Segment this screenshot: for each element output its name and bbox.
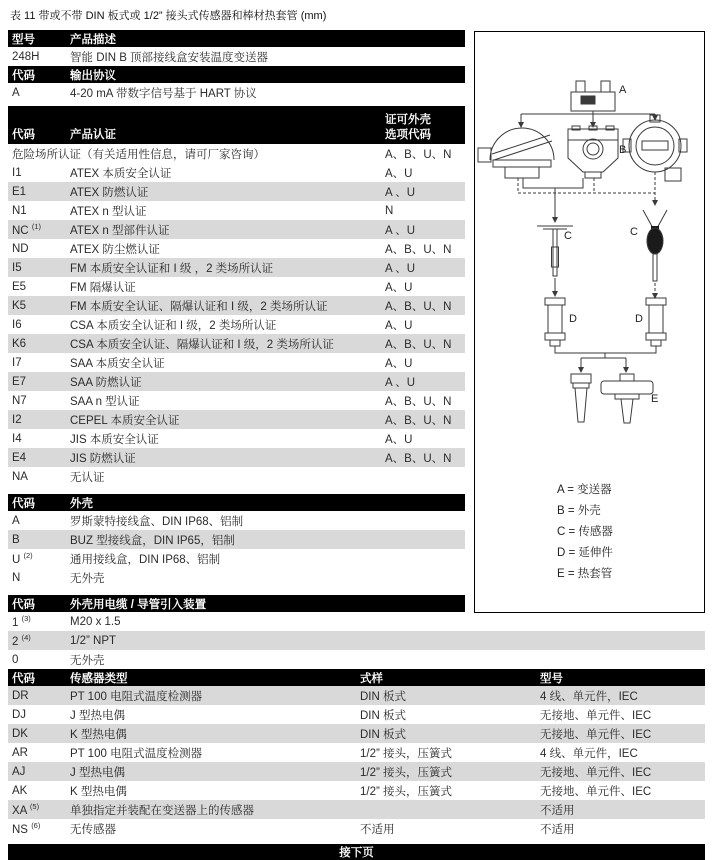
table-row bbox=[8, 511, 465, 530]
section-header-certifications bbox=[8, 106, 465, 144]
desc-cell: CSA 本质安全认证、隔爆认证和 I 级，2 类场所认证 bbox=[70, 338, 334, 351]
table-row bbox=[8, 182, 465, 201]
style-cell: 不适用 bbox=[360, 823, 395, 836]
code-cell: E4 bbox=[12, 451, 27, 464]
column-header: 证可外壳 选项代码 bbox=[385, 114, 431, 141]
desc-cell: J 型热电偶 bbox=[70, 709, 125, 722]
code-cell: E5 bbox=[12, 280, 27, 293]
table-row bbox=[8, 743, 705, 762]
column-header: 型号 bbox=[540, 672, 563, 685]
code-cell: I1 bbox=[12, 166, 22, 179]
code-cell: 2 $^{(4)}$ bbox=[12, 633, 31, 648]
table-row bbox=[8, 258, 465, 277]
column-header: 型号 bbox=[12, 33, 35, 46]
column-header: 代码 bbox=[12, 129, 35, 141]
code-cell: N bbox=[12, 571, 21, 584]
code-cell: A bbox=[12, 86, 20, 99]
desc-cell: JIS 本质安全认证 bbox=[70, 433, 159, 446]
code-cell: N7 bbox=[12, 394, 27, 407]
continued-next-page-bar: 接下页 bbox=[8, 844, 705, 860]
code-cell: DK bbox=[12, 727, 28, 740]
code-cell: 1 $^{(3)}$ bbox=[12, 614, 31, 629]
ordering-table-left bbox=[8, 30, 465, 612]
options-cell: N bbox=[385, 204, 394, 217]
diagram-label-a: A bbox=[619, 84, 627, 96]
code-cell: DR bbox=[12, 689, 29, 702]
table-row bbox=[8, 429, 465, 448]
table-row bbox=[8, 296, 465, 315]
table-row bbox=[8, 144, 465, 163]
table-row bbox=[8, 568, 465, 587]
code-cell: I7 bbox=[12, 356, 22, 369]
column-header: 代码 bbox=[12, 69, 35, 82]
model-cell: 4 线、单元件，IEC bbox=[540, 747, 638, 760]
style-cell: 1/2” 接头，压簧式 bbox=[360, 766, 453, 779]
table-row bbox=[8, 612, 705, 631]
code-cell: NS $^{(6)}$ bbox=[12, 821, 41, 836]
table-row bbox=[8, 467, 465, 486]
code-cell: A bbox=[12, 514, 20, 527]
column-header: 代码 bbox=[12, 672, 35, 685]
code-cell: I6 bbox=[12, 318, 22, 331]
code-cell: 248H bbox=[12, 50, 40, 63]
column-header: 代码 bbox=[12, 598, 35, 611]
code-cell: K5 bbox=[12, 299, 27, 312]
diagram-label-d-left: D bbox=[569, 313, 577, 325]
options-cell: A 、U bbox=[385, 186, 416, 199]
column-header: 代码 bbox=[12, 497, 35, 510]
diagram-label-b: B bbox=[619, 144, 627, 156]
options-cell: A、B、U、N bbox=[385, 148, 452, 161]
table-row bbox=[8, 47, 465, 66]
model-cell: 无接地、单元件、IEC bbox=[540, 766, 652, 779]
style-cell: 1/2” 接头，压簧式 bbox=[360, 747, 453, 760]
table-row bbox=[8, 334, 465, 353]
code-cell: U $^{(2)}$ bbox=[12, 551, 33, 566]
model-cell: 4 线、单元件，IEC bbox=[540, 690, 638, 703]
options-cell: A、U bbox=[385, 357, 413, 370]
table-row bbox=[8, 724, 705, 743]
legend-item: A = 变送器 bbox=[557, 484, 612, 496]
table-row bbox=[8, 83, 465, 102]
table-row bbox=[8, 391, 465, 410]
model-cell: 无接地、单元件、IEC bbox=[540, 709, 652, 722]
options-cell: A 、U bbox=[385, 376, 416, 389]
table-row bbox=[8, 650, 705, 669]
table-row bbox=[8, 239, 465, 258]
legend-item: C = 传感器 bbox=[557, 526, 613, 538]
code-cell: E1 bbox=[12, 185, 27, 198]
table-title: 表 11 带或不带 DIN 板式或 1/2” 接头式传感器和棒材热套管 (mm) bbox=[10, 10, 327, 22]
code-cell: XA $^{(5)}$ bbox=[12, 802, 40, 817]
options-cell: A、U bbox=[385, 281, 413, 294]
table-row bbox=[8, 353, 465, 372]
desc-cell: ATEX 防燃认证 bbox=[70, 186, 149, 199]
desc-cell: M20 x 1.5 bbox=[70, 615, 121, 628]
column-header: 输出协议 bbox=[70, 69, 116, 82]
desc-cell: FM 本质安全认证和 I 级 ，2 类场所认证 bbox=[70, 262, 274, 275]
table-row bbox=[8, 530, 465, 549]
style-cell: DIN 板式 bbox=[360, 709, 406, 722]
section-header-sensor bbox=[8, 669, 705, 686]
desc-cell: 危险场所认证（有关适用性信息，请可厂家咨询） bbox=[12, 148, 265, 161]
table-row bbox=[8, 201, 465, 220]
column-header: 式样 bbox=[360, 672, 383, 685]
code-cell: N1 bbox=[12, 204, 27, 217]
column-header: 传感器类型 bbox=[70, 672, 128, 685]
diagram-label-e: E bbox=[651, 393, 659, 405]
code-cell: K6 bbox=[12, 337, 27, 350]
assembly-diagram-drawing bbox=[475, 32, 704, 472]
code-cell: I4 bbox=[12, 432, 22, 445]
desc-cell: SAA 本质安全认证 bbox=[70, 357, 165, 370]
options-cell: A、B、U、N bbox=[385, 338, 452, 351]
desc-cell: SAA n 型认证 bbox=[70, 395, 140, 408]
code-cell: NC $^{(1)}$ bbox=[12, 222, 41, 237]
desc-cell: ATEX 防尘燃认证 bbox=[70, 243, 160, 256]
column-header: 外壳用电缆 / 导管引入装置 bbox=[70, 598, 207, 611]
options-cell: A、B、U、N bbox=[385, 243, 452, 256]
desc-cell: 智能 DIN B 顶部接线盒安装温度变送器 bbox=[70, 51, 269, 64]
desc-cell: 罗斯蒙特接线盒、DIN IP68、铝制 bbox=[70, 515, 244, 528]
assembly-diagram bbox=[474, 31, 705, 613]
code-cell: DJ bbox=[12, 708, 27, 721]
table-row bbox=[8, 819, 705, 838]
diagram-label-c-right: C bbox=[630, 226, 638, 238]
code-cell: E7 bbox=[12, 375, 27, 388]
options-cell: A 、U bbox=[385, 262, 416, 275]
column-header: 外壳 bbox=[70, 497, 93, 510]
code-cell: NA bbox=[12, 470, 28, 483]
options-cell: A、U bbox=[385, 433, 413, 446]
code-cell: AR bbox=[12, 746, 28, 759]
options-cell: A、U bbox=[385, 319, 413, 332]
style-cell: 1/2” 接头，压簧式 bbox=[360, 785, 453, 798]
desc-cell: SAA 防燃认证 bbox=[70, 376, 142, 389]
column-header: 产品认证 bbox=[70, 129, 116, 141]
table-row bbox=[8, 686, 705, 705]
table-row bbox=[8, 315, 465, 334]
options-cell: A 、U bbox=[385, 224, 416, 237]
desc-cell: 1/2” NPT bbox=[70, 634, 117, 647]
table-row bbox=[8, 762, 705, 781]
table-row bbox=[8, 705, 705, 724]
section-header-enclosure bbox=[8, 494, 465, 511]
section-header-conduit bbox=[8, 595, 465, 612]
desc-cell: K 型热电偶 bbox=[70, 785, 127, 798]
desc-cell: ATEX n 型部件认证 bbox=[70, 224, 170, 237]
model-cell: 不适用 bbox=[540, 804, 575, 817]
desc-cell: 无外壳 bbox=[70, 654, 105, 667]
desc-cell: ATEX n 型认证 bbox=[70, 205, 147, 218]
desc-cell: JIS 防燃认证 bbox=[70, 452, 136, 465]
table-row bbox=[8, 410, 465, 429]
table-row bbox=[8, 781, 705, 800]
desc-cell: FM 隔爆认证 bbox=[70, 281, 136, 294]
section-header-output bbox=[8, 66, 465, 83]
desc-cell: FM 本质安全认证、隔爆认证和 I 级，2 类场所认证 bbox=[70, 300, 328, 313]
code-cell: ND bbox=[12, 242, 29, 255]
code-cell: I5 bbox=[12, 261, 22, 274]
style-cell: DIN 板式 bbox=[360, 690, 406, 703]
desc-cell: CEPEL 本质安全认证 bbox=[70, 414, 180, 427]
model-cell: 不适用 bbox=[540, 823, 575, 836]
table-row bbox=[8, 448, 465, 467]
desc-cell: 无外壳 bbox=[70, 572, 105, 585]
desc-cell: J 型热电偶 bbox=[70, 766, 125, 779]
table-row bbox=[8, 277, 465, 296]
options-cell: A、B、U、N bbox=[385, 300, 452, 313]
code-cell: I2 bbox=[12, 413, 22, 426]
diagram-label-c-left: C bbox=[564, 230, 572, 242]
code-cell: AK bbox=[12, 784, 28, 797]
code-cell: B bbox=[12, 533, 20, 546]
table-row bbox=[8, 372, 465, 391]
options-cell: A、B、U、N bbox=[385, 452, 452, 465]
desc-cell: 无传感器 bbox=[70, 823, 116, 836]
desc-cell: PT 100 电阻式温度检测器 bbox=[70, 690, 203, 703]
desc-cell: PT 100 电阻式温度检测器 bbox=[70, 747, 203, 760]
table-row bbox=[8, 631, 705, 650]
desc-cell: BUZ 型接线盒，DIN IP65，铝制 bbox=[70, 534, 235, 547]
ordering-table-lower bbox=[8, 612, 705, 860]
section-header-model bbox=[8, 30, 465, 47]
options-cell: A、U bbox=[385, 167, 413, 180]
desc-cell: 通用接线盒，DIN IP68、铝制 bbox=[70, 553, 221, 566]
legend-item: B = 外壳 bbox=[557, 505, 601, 517]
model-cell: 无接地、单元件、IEC bbox=[540, 728, 652, 741]
table-row bbox=[8, 549, 465, 568]
desc-cell: 无认证 bbox=[70, 471, 105, 484]
table-row bbox=[8, 220, 465, 239]
desc-cell: ATEX 本质安全认证 bbox=[70, 167, 172, 180]
code-cell: AJ bbox=[12, 765, 26, 778]
desc-cell: 4-20 mA 带数字信号基于 HART 协议 bbox=[70, 87, 257, 100]
legend-item: E = 热套管 bbox=[557, 568, 613, 580]
legend-item: D = 延伸件 bbox=[557, 547, 613, 559]
options-cell: A、B、U、N bbox=[385, 395, 452, 408]
desc-cell: K 型热电偶 bbox=[70, 728, 127, 741]
style-cell: DIN 板式 bbox=[360, 728, 406, 741]
table-row bbox=[8, 800, 705, 819]
options-cell: A、B、U、N bbox=[385, 414, 452, 427]
code-cell: 0 bbox=[12, 653, 19, 666]
desc-cell: 单独指定并装配在变送器上的传感器 bbox=[70, 804, 254, 817]
model-cell: 无接地、单元件、IEC bbox=[540, 785, 652, 798]
diagram-label-d-right: D bbox=[635, 313, 643, 325]
diagram-legend bbox=[557, 480, 613, 585]
desc-cell: CSA 本质安全认证和 I 级，2 类场所认证 bbox=[70, 319, 277, 332]
table-row bbox=[8, 163, 465, 182]
column-header: 产品描述 bbox=[70, 33, 116, 46]
